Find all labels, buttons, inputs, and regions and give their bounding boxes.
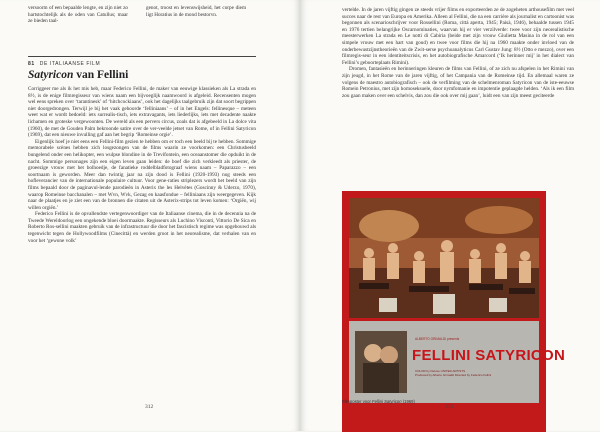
paragraph: Federico Fellini is de opvallendste vertegenwoordiger van de Italiaanse cinema, die in de decennia na de Tweede Wereldoorlog een ongekende bloei doormaakte. Regisseurs als Luchino Visconti, Vittorio De Sica en Roberto Ros-sellini maakten gebruik van de infrastructuur die door het fascistisch regime was opgebouwd als tegenwicht tegen de Hollywoodfilms (Cinecittà) en werden groot in het neorealisme, dat verhalen van en voor het ‘gewone volk’ xyxy=(28,211,256,244)
paragraph: vertelde. In de jaren vijftig gingen ze steeds vrijer films en exporteerden ze de zogeheten arthousefilm met veel succes naar de rest van Europa en Amerika. Alleen al Fellini, die na een carrière als journalist en cartoonist was begonnen als scenarioschrijver voor Rossellini (Roma, città aperta, 1945; Paisà, 1946), behaalde tussen 1945 en 1976 tertien belangrijke Oscarnominaties, waarvan hij er vier verzilverde: twee voor zijn neorealistische meesterwerken La strada en Le notti di Cabiria (beide met zijn vrouw Giulietta Masina in de rol van een simpele vrouw met een hart van goud) en twee voor films die hij na 1960 maakte onder invloed van de onderbewustzijnstheorieën van de Zwit-serse psychoanalyticus Carl Gustav Jung: 8½ (Otto e mezzo), over een filmregis-seur in een identiteitscrisis, en het autobiografische Amarcord (‘Ik herinner mij’ in het dialect van Fellini’s geboorteplaats Rimini). xyxy=(342,7,574,66)
poster-credits xyxy=(415,369,491,377)
portrait-illustration xyxy=(355,331,407,393)
poster-scene-illustration xyxy=(349,198,539,318)
paragraph: Eigenlijk hoef je niet eens een Fellini-film gezien te hebben om er toch een beeld bij te hebben. Sommige memorabele scènes hebben zich losgezongen van de films waarin ze voorkomen: een Christusbeeld bungelend onder een helikopter, een wulpse blondine in de Trevifontein, een oceaanstomer die opduikt in de nacht. Sommige personages zijn een eigen leven gaan leiden: de boef die zich verkleedt als priester, de groeezige vrouw met het bolhoedje, de fanatieke roddelbladfotograaf wiens naam – Paparazzo – een soortnaam is geworden. Meer dan twintig jaar na zijn dood is Fellini (1920-1993) nog steeds een hofleverancier van de internationale populaire cultuur. Voor gene-raties striplezers wordt het beeld van zijn films bepaald door de paginavul-lende parodieën in Asterix the les Helvètes (Goscinny & Uderzo, 1970), waarop Romeinse bacchanalen – met Wvn, Wvk, Gezag en kaasfondue – felliniaans zijn weergegeven. Kijk naar de plaatjes en je ziet een van de bronnen die citaten uit de Asterix-strips tot leven komen: ‘Orgiën, wij willen orgiën.’ xyxy=(28,138,256,211)
poster-bottom-panel xyxy=(349,321,566,403)
article-title xyxy=(28,69,128,81)
poster-portrait xyxy=(355,331,407,393)
caption-italic: Fellini Satyricon xyxy=(372,399,402,404)
poster-photo xyxy=(349,198,539,318)
page-number-right: 313 xyxy=(445,404,454,410)
left-page xyxy=(0,0,300,431)
section-rule xyxy=(28,56,256,57)
article-title-rest: van Fellini xyxy=(73,69,129,81)
poster-title: FELLINI SATYRICON xyxy=(412,347,566,364)
poster-credits-line: Produced by Alberto Grimaldi Directed by Federico Fellini xyxy=(415,373,492,377)
page-number-left: 312 xyxy=(145,404,154,410)
poster-caption xyxy=(342,399,415,404)
section-number: 81 xyxy=(28,61,35,67)
right-page xyxy=(300,0,600,431)
paragraph: Dromen, fantasieën en herinneringen kleuren de films van Fellini, of ze zich nu afspelen in het Rimini van zijn jeugd, in het Rome van de jaren vijftig, of het Campania van de Romeinse tijd. En allemaal waren ze volgens de maestro autobiografisch – ook de verfilming van de schelmenroman Satyricon van de iste-eeuwse Romein Petronius, met zijn homoseksuele, door nymfomanie en impotentie geplaagde helden. ‘Als ik een film zou gaan maken over een schelvis, dan zou die ook over mij gaan’, luidt een van zijn meest geciteerde xyxy=(342,66,574,99)
top-column-left: versoorm of een bepaalde lengte, en zijn niet zo hartstochtelijk als de oden van Catullus; maar ze bieden taal- xyxy=(28,5,128,25)
right-body-text xyxy=(342,7,574,99)
section-label: DE ITALIAANSE FILM xyxy=(39,61,101,67)
left-body-text xyxy=(28,86,256,244)
poster-byline: ALBERTO GRIMALDI presents xyxy=(415,337,460,341)
section-header xyxy=(28,61,100,67)
paragraph: Corriggeer me als ik het mis heb, maar Federico Fellini, de maker van eeuwige klassieken als La strada en 8½, is de enige filmregisseur van wiens naam een bijvoeglijk naamwoord is afgeleid. Recensenten mogen wel eens spreken over ‘tarantinesk’ of ‘hitchcockiaans’, ook het dagelijks taalgebruik zijn dat soort begrippen niet doorgedrongen. Terwijl je bij het vaak gehoorde ‘felliniaans’ – of in het Engels: fellinesque – meteen weet wat er wordt bedoeld: iets surrealis-tisch, iets extravagants, iets liederlijks, iets met decadente naakte lichamen en groteske vergewoonten. De wereld als een pervers circus, zoals dat is afgebeeld in La dolce vita (1960), de met de Gouden Palm bekroonde satire over de ver-veelde jetset van Rome, of in Fellini Satyricon (1969), dat een nieuwe invulling gaf aan het begrip ‘Romeinse orgie’. xyxy=(28,86,256,139)
film-poster xyxy=(342,191,566,432)
article-title-italic: Satyricon xyxy=(28,69,74,81)
caption-prefix: Filmposter voor xyxy=(342,399,373,404)
caption-suffix: (1969) xyxy=(401,399,415,404)
poster-credits-line: COLOR by Deluxe UNITED ARTISTS xyxy=(415,369,466,373)
top-column-right: genot, troost en levenswijsheid, het corpe diem ligt Horatius in de mond bestorvn. xyxy=(146,5,246,18)
